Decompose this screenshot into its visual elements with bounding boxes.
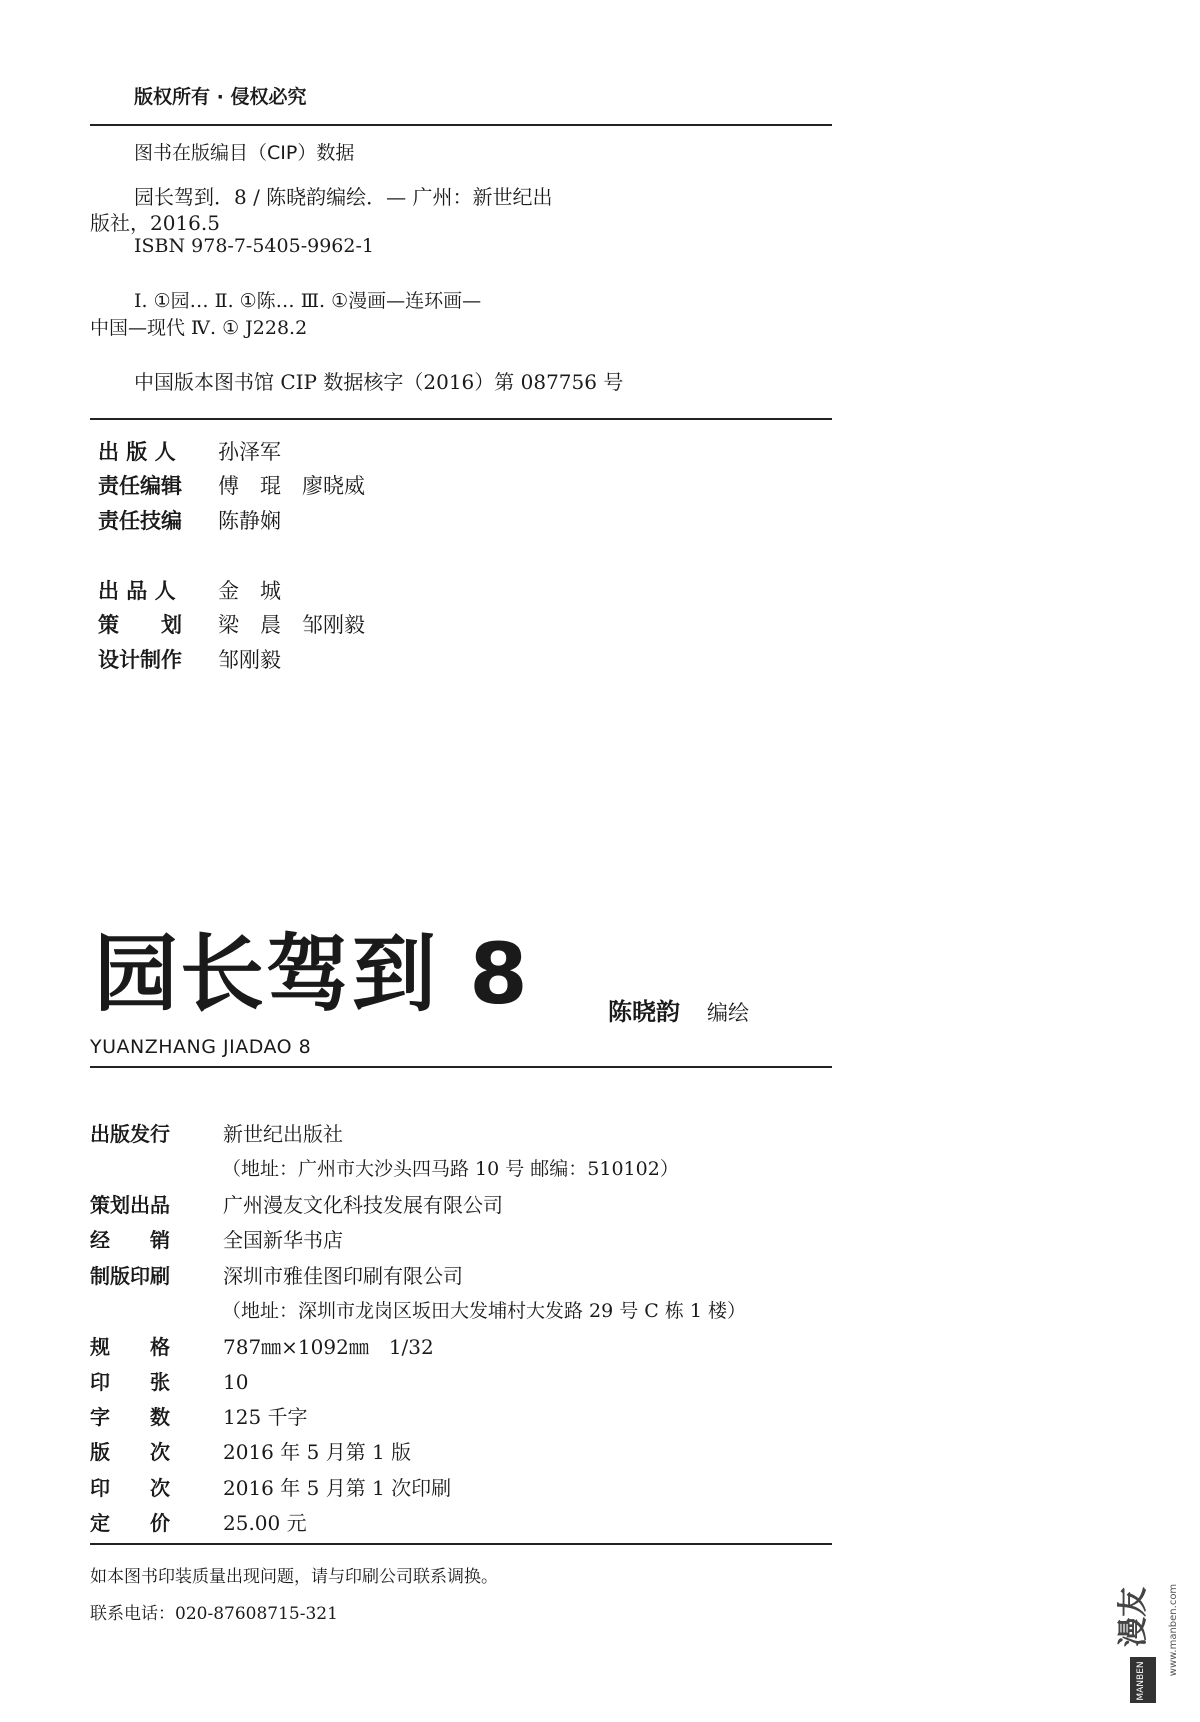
credit-label: 策 划 bbox=[98, 613, 182, 637]
manben-logo-icon bbox=[1116, 1555, 1190, 1705]
publication-label: 经 销 bbox=[90, 1228, 170, 1252]
publication-row bbox=[90, 1366, 248, 1395]
divider-title bbox=[90, 1066, 832, 1068]
publication-label: 印 次 bbox=[90, 1476, 170, 1500]
cip-entry-line2: 版社，2016.5 bbox=[90, 211, 220, 235]
credit-row bbox=[98, 436, 281, 466]
credit-row bbox=[98, 644, 281, 674]
publication-label: 规 格 bbox=[90, 1335, 170, 1359]
title-pinyin: YUANZHANG JIADAO 8 bbox=[90, 1036, 312, 1058]
logo-url-text: www.manben.com bbox=[1168, 1583, 1179, 1677]
manben-watermark bbox=[1116, 1555, 1190, 1705]
divider-top bbox=[90, 124, 832, 126]
publication-row bbox=[90, 1260, 463, 1289]
publication-value: 10 bbox=[223, 1370, 249, 1394]
logo-mark-text: 漫友 bbox=[1116, 1587, 1151, 1647]
publication-label: 版 次 bbox=[90, 1440, 170, 1464]
publication-value: 2016 年 5 月第 1 版 bbox=[223, 1440, 412, 1464]
publication-row bbox=[90, 1507, 307, 1536]
credit-row bbox=[98, 505, 281, 535]
publication-value: 787㎜×1092㎜ 1/32 bbox=[223, 1335, 434, 1359]
credit-value: 傅 琨 廖晓威 bbox=[218, 474, 365, 498]
credit-row bbox=[98, 609, 365, 639]
publication-row bbox=[90, 1189, 503, 1218]
credit-label: 出 品 人 bbox=[98, 579, 176, 603]
book-title: 园长驾到 8 bbox=[94, 925, 530, 1023]
publication-label: 字 数 bbox=[90, 1405, 170, 1429]
cip-entry-line1: 园长驾到．8 / 陈晓韵编绘．— 广州：新世纪出 bbox=[134, 185, 553, 209]
publication-label: 策划出品 bbox=[90, 1193, 170, 1217]
publication-value: 新世纪出版社 bbox=[223, 1122, 343, 1146]
credit-value: 金 城 bbox=[218, 579, 281, 603]
credit-label: 责任技编 bbox=[98, 509, 182, 533]
publication-value: 125 千字 bbox=[223, 1405, 308, 1429]
author-role: 编绘 bbox=[707, 1001, 749, 1025]
credit-value: 邹刚毅 bbox=[218, 648, 281, 672]
publication-value: 全国新华书店 bbox=[223, 1228, 343, 1252]
publication-value: 深圳市雅佳图印刷有限公司 bbox=[223, 1264, 463, 1288]
logo-side-text: MANBEN bbox=[1136, 1661, 1146, 1701]
publisher-address: （地址：广州市大沙头四马路 10 号 邮编：510102） bbox=[222, 1158, 679, 1180]
publication-row bbox=[90, 1118, 343, 1147]
publication-row bbox=[90, 1224, 343, 1253]
contact-phone: 联系电话：020-87608715-321 bbox=[90, 1604, 338, 1624]
credit-label: 责任编辑 bbox=[98, 474, 182, 498]
cip-heading: 图书在版编目（CIP）数据 bbox=[134, 142, 355, 164]
credit-row bbox=[98, 575, 281, 605]
publication-row bbox=[90, 1331, 434, 1360]
publication-label: 出版发行 bbox=[90, 1122, 170, 1146]
publication-value: 广州漫友文化科技发展有限公司 bbox=[223, 1193, 503, 1217]
divider-cip bbox=[90, 418, 832, 420]
printer-address: （地址：深圳市龙岗区坂田大发埔村大发路 29 号 C 栋 1 楼） bbox=[222, 1300, 747, 1322]
cip-classification-line2: 中国—现代 Ⅳ. ① J228.2 bbox=[90, 317, 308, 339]
copyright-notice: 版权所有 · 侵权必究 bbox=[134, 86, 307, 108]
quality-notice: 如本图书印装质量出现问题，请与印刷公司联系调换。 bbox=[90, 1567, 498, 1587]
cip-classification-line1: Ⅰ. ①园… Ⅱ. ①陈… Ⅲ. ①漫画—连环画— bbox=[134, 290, 482, 312]
credit-value: 梁 晨 邹刚毅 bbox=[218, 613, 365, 637]
publication-row bbox=[90, 1401, 308, 1430]
publication-value: 25.00 元 bbox=[223, 1511, 307, 1535]
publication-label: 制版印刷 bbox=[90, 1264, 170, 1288]
cip-record-number: 中国版本图书馆 CIP 数据核字（2016）第 087756 号 bbox=[134, 370, 624, 394]
divider-bottom bbox=[90, 1543, 832, 1545]
credit-label: 设计制作 bbox=[98, 648, 182, 672]
credit-row bbox=[98, 470, 365, 500]
publication-row bbox=[90, 1472, 451, 1501]
author-name: 陈晓韵 bbox=[608, 998, 680, 1026]
cip-isbn: ISBN 978-7-5405-9962-1 bbox=[134, 235, 374, 257]
publication-row bbox=[90, 1436, 411, 1465]
publication-label: 定 价 bbox=[90, 1511, 170, 1535]
publication-label: 印 张 bbox=[90, 1370, 170, 1394]
credit-label: 出 版 人 bbox=[98, 440, 176, 464]
publication-value: 2016 年 5 月第 1 次印刷 bbox=[223, 1476, 452, 1500]
credit-value: 孙泽军 bbox=[218, 440, 281, 464]
credit-value: 陈静娴 bbox=[218, 509, 281, 533]
